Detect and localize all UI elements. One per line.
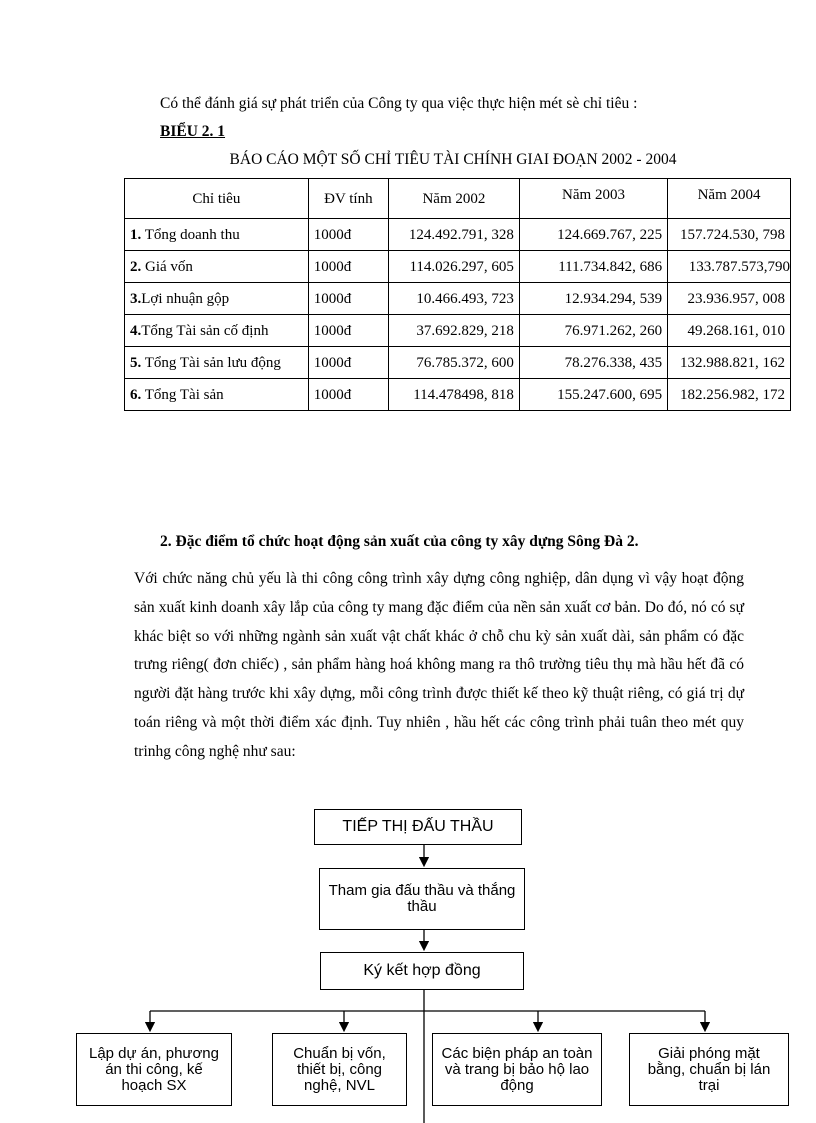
section-heading: 2. Đặc điểm tổ chức hoạt động sản xuất của công ty xây dựng Sông Đà 2. (160, 533, 639, 550)
row-unit: 1000đ (308, 347, 388, 379)
body-paragraph: Với chức năng chủ yếu là thi công công trình xây dựng công nghiệp, dân dụng vì vậy hoạt động sản xuất kinh doanh xây lắp của công ty mang đặc điểm của nền sản xuất cơ bản. Do đó, nó có sự khác biệt so với những ngành sản xuất vật chất khác ở chỗ chu kỳ sản xuất dài, sản phẩm có đặc trưng riêng( đơn chiếc) , sản phẩm hàng hoá không mang ra thô trường tiêu thụ mà hầu hết đã có người đặt hàng trước khi xây dựng, mỗi công trình được thiết kế theo kỹ thuật riêng, có giá trị dự toán riêng và một thời điểm xác định. Tuy nhiên , hầu hết các công trình phải tuân theo mét quy trinhg công nghệ như sau: (134, 570, 744, 760)
header-unit: ĐV tính (308, 179, 388, 219)
flow-branch-resources: Chuẩn bị vốn, thiết bị, công nghệ, NVL (272, 1033, 407, 1106)
row-2002: 10.466.493, 723 (388, 283, 519, 315)
row-2003: 111.734.842, 686 (519, 251, 667, 283)
exhibit-label: BIỂU 2. 1 (160, 123, 226, 140)
row-2002: 124.492.791, 328 (388, 219, 519, 251)
row-label: 5. Tổng Tài sản lưu động (125, 347, 309, 379)
row-label: 6. Tổng Tài sản (125, 379, 309, 411)
row-label: 3.Lợi nhuận gộp (125, 283, 309, 315)
row-label: 4.Tổng Tài sản cố định (125, 315, 309, 347)
row-2004: 157.724.530, 798 (668, 219, 791, 251)
row-2004: 132.988.821, 162 (668, 347, 791, 379)
row-2003: 155.247.600, 695 (519, 379, 667, 411)
flow-branch-planning: Lập dự án, phương án thi công, kế hoạch SX (76, 1033, 232, 1106)
row-2004: 182.256.982, 172 (668, 379, 791, 411)
row-unit: 1000đ (308, 315, 388, 347)
flow-step-marketing-bidding: TIẾP THỊ ĐẤU THẦU (314, 809, 522, 845)
row-2002: 114.026.297, 605 (388, 251, 519, 283)
row-2003: 124.669.767, 225 (519, 219, 667, 251)
flow-branch-site-prep: Giải phóng mặt bằng, chuẩn bị lán trại (629, 1033, 789, 1106)
header-2004: Năm 2004 (668, 179, 791, 219)
row-unit: 1000đ (308, 251, 388, 283)
row-unit: 1000đ (308, 283, 388, 315)
intro-text: Có thể đánh giá sự phát triển của Công ty qua việc thực hiện mét sè chỉ tiêu : (160, 95, 638, 112)
row-unit: 1000đ (308, 219, 388, 251)
row-2002: 114.478498, 818 (388, 379, 519, 411)
row-2004: 49.268.161, 010 (668, 315, 791, 347)
row-2004: 23.936.957, 008 (668, 283, 791, 315)
row-label: 2. Giá vốn (125, 251, 309, 283)
row-2002: 76.785.372, 600 (388, 347, 519, 379)
row-label: 1. Tổng doanh thu (125, 219, 309, 251)
row-2003: 76.971.262, 260 (519, 315, 667, 347)
header-2002: Năm 2002 (388, 179, 519, 219)
table-title: BÁO CÁO MỘT SỐ CHỈ TIÊU TÀI CHÍNH GIAI ĐOẠN 2002 - 2004 (229, 151, 677, 168)
row-2002: 37.692.829, 218 (388, 315, 519, 347)
flow-step-bid-win: Tham gia đấu thầu và thắng thầu (319, 868, 525, 930)
row-2004: 133.787.573,790 (668, 251, 791, 283)
row-2003: 78.276.338, 435 (519, 347, 667, 379)
header-indicator: Chỉ tiêu (125, 179, 309, 219)
row-unit: 1000đ (308, 379, 388, 411)
flow-branch-safety: Các biện pháp an toàn và trang bị bảo hộ lao động (432, 1033, 602, 1106)
header-2003: Năm 2003 (519, 179, 667, 219)
row-2003: 12.934.294, 539 (519, 283, 667, 315)
flow-step-sign-contract: Ký kết hợp đồng (320, 952, 524, 990)
